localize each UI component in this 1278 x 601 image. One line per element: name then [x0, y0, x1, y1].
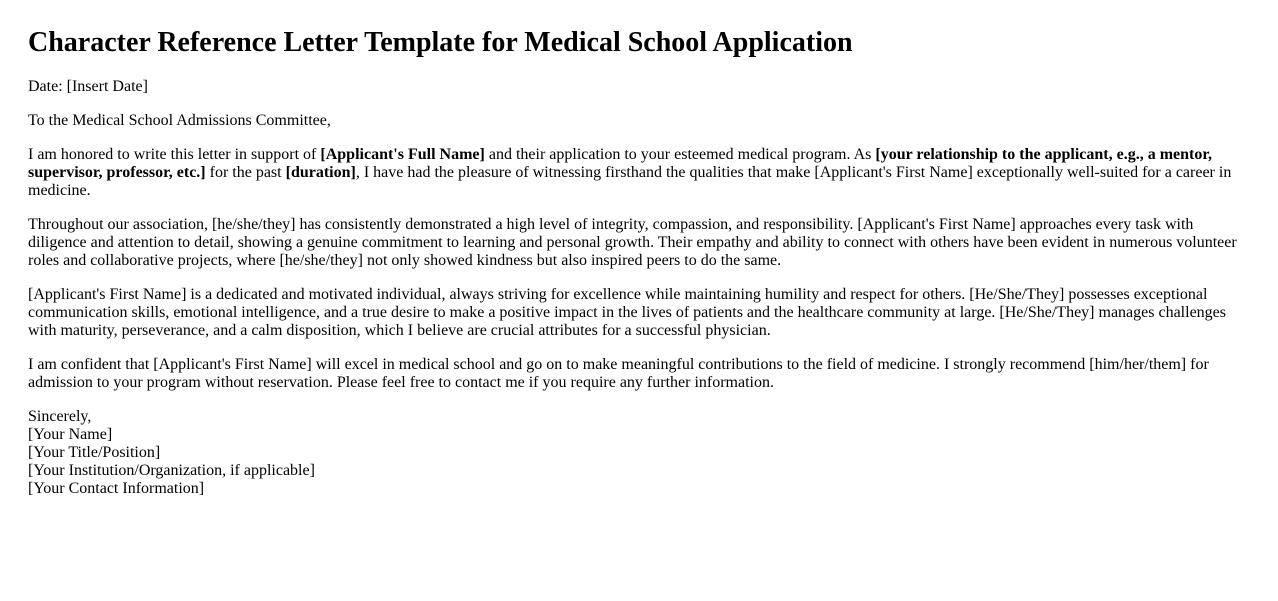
signature-block: Sincerely, [Your Name] [Your Title/Position] [Your Institution/Organization, if applicable] [Your Contact Information]: [28, 408, 315, 497]
letter-paragraph: [Applicant's First Name] is a dedicated and motivated individual, always striving for excellence while maintaining humility and respect for others. [He/She/They] possesses exceptional communication skills, emotional intelligence, and a true desire to make a positive impact in the lives of patients and the healthcare community at large. [He/She/They] manages challenges with maturity, perseverance, and a calm disposition, which I believe are crucial attributes for a successful physician.: [28, 286, 1226, 339]
placeholder-bold: [duration]: [285, 164, 356, 181]
salutation: To the Medical School Admissions Committee,: [28, 112, 331, 129]
placeholder-bold: [Applicant's Full Name]: [320, 146, 485, 163]
date-line: Date: [Insert Date]: [28, 78, 148, 95]
placeholder-bold: [your relationship to the applicant, e.g., a mentor, supervisor, professor, etc.]: [28, 146, 1212, 181]
letter-paragraphs: [28, 146, 1240, 392]
letter-paragraph: Throughout our association, [he/she/they] has consistently demonstrated a high level of integrity, compassion, and responsibility. [Applicant's First Name] approaches every task with diligence and attention to detail, showing a genuine commitment to learning and personal growth. Their empathy and ability to connect with others have been evident in numerous volunteer roles and collaborative projects, where [he/she/they] not only showed kindness but also inspired peers to do the same.: [28, 216, 1237, 269]
letter-paragraph: I am honored to write this letter in support of [Applicant's Full Name] and their application to your esteemed medical program. As [your relationship to the applicant, e.g., a mentor, supervisor, professor, etc.] for the past [duration], I have had the pleasure of witnessing firsthand the qualities that make [Applicant's First Name] exceptionally well-suited for a career in medicine.: [28, 146, 1232, 199]
page-title: Character Reference Letter Template for Medical School Application: [28, 27, 853, 58]
letter-paragraph: I am confident that [Applicant's First Name] will excel in medical school and go on to make meaningful contributions to the field of medicine. I strongly recommend [him/her/them] for admission to your program without reservation. Please feel free to contact me if you require any further information.: [28, 356, 1209, 391]
